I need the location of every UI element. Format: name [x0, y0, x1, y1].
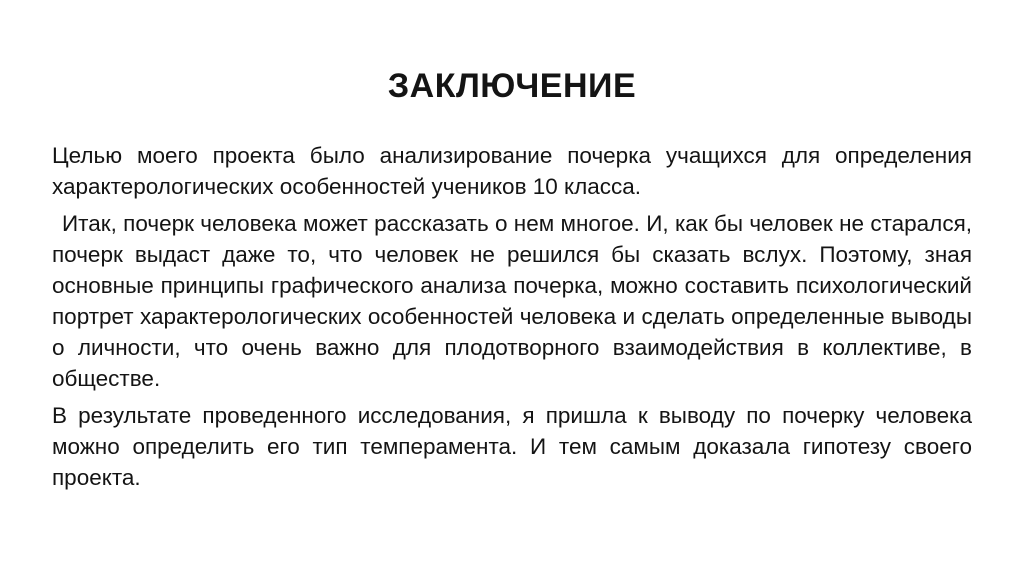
- paragraph-result: В результате проведенного исследования, я пришла к выводу по почерку человека можно определить его тип темперамента. И тем самым доказала гипотезу своего проекта.: [52, 403, 972, 490]
- paragraph-goal: Целью моего проекта было анализирование почерка учащихся для определения характерологических особенностей учеников 10 класса.: [52, 143, 972, 199]
- paragraph-summary: Итак, почерк человека может рассказать о нем многое. И, как бы человек не старался, почерк выдаст даже то, что человек не решился бы сказать вслух. Поэтому, зная основные принципы графического анализа почерка, можно составить психологический портрет характерологических особенностей человека и сделать определенные выводы о личности, что очень важно для плодотворного взаимодействия в коллективе, в обществе.: [52, 211, 972, 391]
- slide-body: [52, 140, 972, 499]
- slide-title: ЗАКЛЮЧЕНИЕ: [387, 67, 637, 105]
